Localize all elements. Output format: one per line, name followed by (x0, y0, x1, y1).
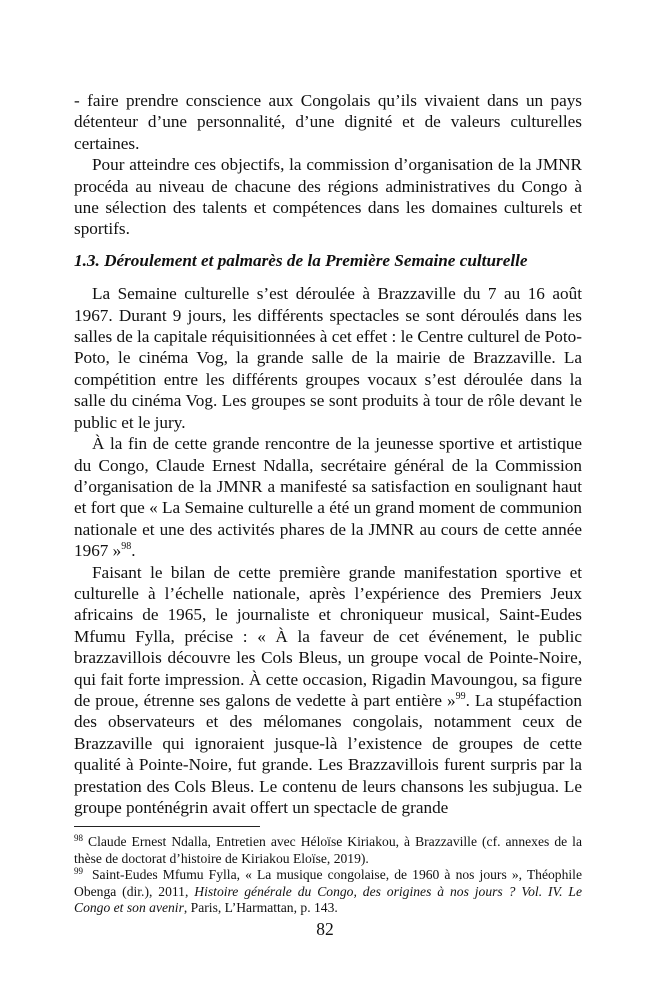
footnote-99-text-a: Saint-Eudes Mfumu Fylla, « La musique congolaise, de 1960 à nos jours », Théophile Obenga (dir.), 2011, (74, 867, 582, 899)
footnote-ref-98[interactable]: 98 (121, 541, 132, 553)
footnote-99-mark: 99 (74, 866, 83, 877)
paragraph-bilan (74, 562, 582, 819)
footnote-99-text-b: , Paris, L’Harmattan, p. 143. (183, 900, 338, 916)
page-number: 82 (316, 919, 334, 939)
paragraph-objective: - faire prendre conscience aux Congolais qu’ils vivaient dans un pays détenteur d’une personnalité, d’une dignité et de valeurs culturelles certaines. (74, 91, 582, 153)
main-text (74, 90, 582, 818)
paragraph-selection: Pour atteindre ces objectifs, la commission d’organisation de la JMNR procéda au niveau de chacune des régions administratives du Congo à une sélection des talents et compétences dans les domaines culturels et sportifs. (74, 155, 582, 239)
footnote-98-text: Claude Ernest Ndalla, Entretien avec Héloïse Kiriakou, à Brazzaville (cf. annexes de la thèse de doctorat d’histoire de Kiriakou Eloïse, 2019). (74, 834, 582, 866)
paragraph-semaine-culturelle: La Semaine culturelle s’est déroulée à Brazzaville du 7 au 16 août 1967. Durant 9 jours, les différents spectacles se sont déroulés dans les salles de la capitale réquisitionnées à cet effet : le Centre culturel de Poto-Poto, le cinéma Vog, la grande salle de la mairie de Brazzaville. La compétition entre les différents groupes vocaux s’est déroulée dans la salle du cinéma Vog. Les groupes se sont produits à tour de rôle devant le public et le jury. (74, 284, 582, 432)
footnote-99 (74, 867, 582, 917)
footnote-98 (74, 834, 582, 867)
paragraph-ndalla-text: À la fin de cette grande rencontre de la jeunesse sportive et artistique du Congo, Claude Ernest Ndalla, secrétaire général de la Commission d’organisation de la JMNR a manifesté sa satisfaction en soulignant haut et fort que « La Semaine culturelle a été un grand moment de communion nationale et une des activités phares de la JMNR au cours de cette année 1967 » (74, 434, 582, 561)
footnote-ref-99[interactable]: 99 (455, 690, 466, 702)
footnote-separator (74, 826, 260, 827)
footnote-98-mark: 98 (74, 833, 83, 843)
paragraph-bilan-text-a: Faisant le bilan de cette première grande manifestation sportive et culturelle à l’échelle nationale, après l’expérience des Premiers Jeux africains de 1965, le journaliste et chroniqueur musical, Saint-Eudes Mfumu Fylla, précise : « À la faveur de cet événement, le public brazzavillois découvre les Cols Bleus, un groupe vocal de Pointe-Noire, qui fait forte impression. À cette occasion, Rigadin Mavoungou, sa figure de proue, étrenne ses galons de vedette à part entière » (74, 562, 582, 710)
paragraph-bilan-text-b: . La stupéfaction des observateurs et des mélomanes congolais, notamment ceux de Brazzaville qui ignoraient jusque-là l’existence de groupes de cette qualité à Pointe-Noire, fut grande. Les Brazzavillois furent surpris par la prestation des Cols Bleus. Le contenu de leurs chansons les subjugua. Le groupe ponténégrin avait offert un spectacle de grande (74, 690, 582, 817)
footnote-99-book-title: Histoire générale du Congo, des origines à nos jours ? Vol. IV. Le Congo et son avenir (74, 883, 582, 916)
paragraph-ndalla (74, 433, 582, 561)
section-heading: 1.3. Déroulement et palmarès de la Première Semaine culturelle (74, 250, 528, 270)
paragraph-ndalla-end: . (131, 541, 136, 561)
footnotes (74, 834, 582, 917)
